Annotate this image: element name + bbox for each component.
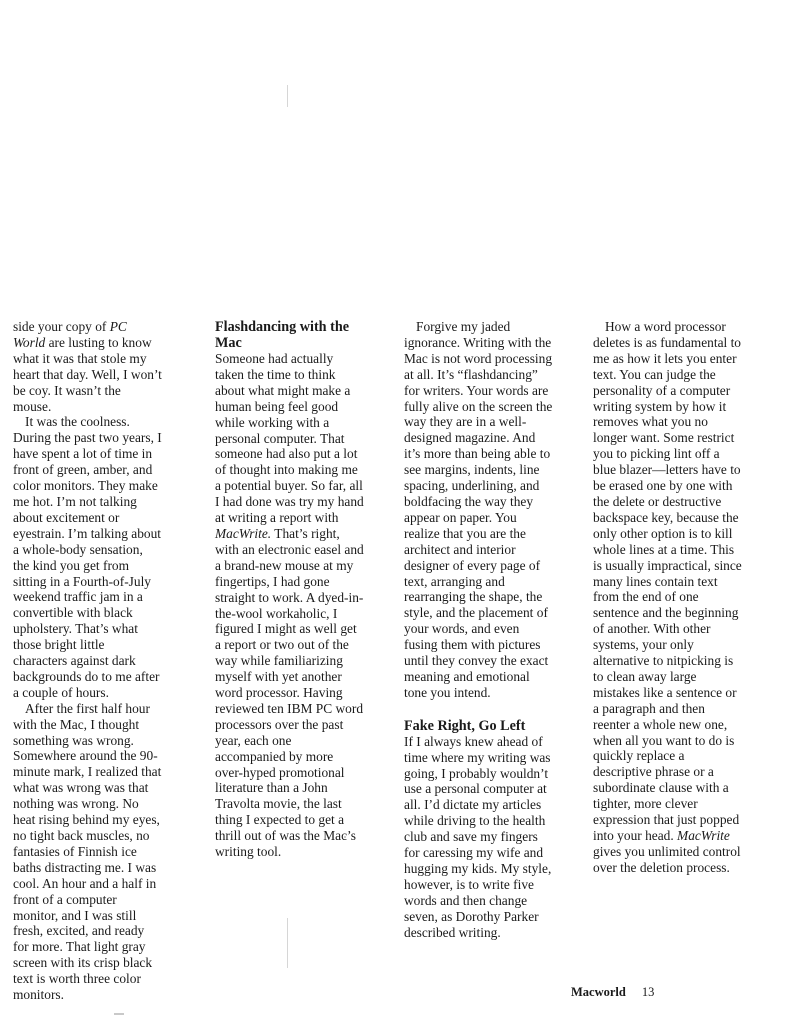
section-heading-fake-right: Fake Right, Go Left bbox=[404, 717, 526, 734]
col4-p1-italic-macwrite: MacWrite bbox=[677, 828, 730, 843]
page-fold-line-top bbox=[287, 85, 288, 107]
footer-magazine-name: Macworld bbox=[571, 985, 626, 999]
footer-page-number: 13 bbox=[641, 985, 655, 999]
column-2 bbox=[215, 319, 364, 860]
col1-p1-text-b: are lusting to know what it was that stole my heart that day. Well, I won’t be coy. It wasn’t the mouse. bbox=[13, 334, 162, 414]
col2-p1-italic-macwrite: MacWrite. bbox=[215, 525, 272, 541]
col3-paragraph-2: If I always knew ahead of time where my writing was going, I probably wouldn’t use a personal computer at all. I’d dictate my articles while driving to the health club and save my fingers for caressing my wife and hugging my kids. My style, however, is to write five words and then change seven, as Dorothy Parker described writing. bbox=[404, 733, 552, 940]
page-footer bbox=[571, 985, 654, 1000]
col1-paragraph-3: After the first half hour with the Mac, I thought something was wrong. Somewhere around the 90-minute mark, I realized that what was wrong was that nothing was wrong. No heat rising behind my eyes, no tight back muscles, no fantasies of Finnish ice baths distracting me. I was cool. An hour and a half in front of a computer monitor, and I was still fresh, excited, and ready for more. That light gray screen with its crisp black text is worth three color monitors. bbox=[13, 700, 162, 1003]
page-fold-line-bottom bbox=[287, 918, 288, 968]
col4-paragraph-1 bbox=[593, 319, 742, 876]
col2-p1-text-a: Someone had actually taken the time to think about what might make a human being feel good while working with a personal computer. That someone had also put a lot of thought into making me a potential buyer. So far, all I had done was try my hand at writing a report with bbox=[215, 351, 364, 526]
col1-paragraph-1 bbox=[13, 319, 162, 414]
col2-p1-text-b: That’s right, with an electronic easel and a brand-new mouse at my fingertips, I had gone straight to work. A dyed-in-the-wool workaholic, I figured I might as well get a report or two out of the way while familiarizing myself with yet another word processor. Having reviewed ten IBM PC word processors over the past year, each one accompanied by more over-hyped promotional literature than a John Travolta movie, the last thing I expected to get a thrill out of was the Mac’s writing tool. bbox=[215, 525, 364, 860]
col2-paragraph-1 bbox=[215, 351, 364, 860]
col1-p1-text-a: side your copy of bbox=[13, 319, 110, 334]
scan-speck-corner bbox=[114, 1013, 124, 1015]
col4-p1-text-a: How a word processor deletes is as fundamental to me as how it lets you enter text. You can judge the personality of a computer writing system by how it removes what you no longer want. Some restrict you to picking lint off a blue blazer—letters have to be erased one by one with the delete or destructive backspace key, because the only other option is to kill whole lines at a time. This is usually impractical, since many lines contain text from the end of one sentence and the beginning of another. With other systems, your only alternative to nitpicking is to clean away large mistakes like a sentence or a paragraph and then reenter a whole new one, when all you want to do is quickly replace a descriptive phrase or a subordinate clause with a tighter, more clever expression that just popped into your head. bbox=[593, 319, 742, 843]
col1-paragraph-2: It was the coolness. During the past two years, I have spent a lot of time in front of green, amber, and color monitors. They make me hot. I’m not talking about excitement or eyestrain. I’m talking about a whole-body sensation, the kind you get from sitting in a Fourth-of-July weekend traffic jam in a convertible with black upholstery. That’s what those bright little characters against dark backgrounds do to me after a couple of hours. bbox=[13, 414, 162, 700]
column-4 bbox=[593, 319, 742, 876]
column-3 bbox=[404, 319, 553, 941]
section-heading-flashdancing: Flashdancing with the Mac bbox=[215, 319, 350, 351]
col1-p1-italic-title: PC World bbox=[13, 319, 127, 350]
column-1 bbox=[13, 319, 162, 1003]
col4-p1-text-b: gives you unlimited control over the deletion process. bbox=[593, 843, 741, 875]
col3-paragraph-1: Forgive my jaded ignorance. Writing with the Mac is not word processing at all. It’s “flashdancing” for writers. Your words are fully alive on the screen the way they are in a well-designed magazine. And it’s more than being able to see margins, indents, line spacing, underlining, and boldfacing the way they appear on paper. You realize that you are the architect and interior designer of every page of text, arranging and rearranging the shape, the style, and the placement of your words, and even fusing them with pictures until they convey the exact meaning and emotional tone you intend. bbox=[404, 319, 553, 700]
